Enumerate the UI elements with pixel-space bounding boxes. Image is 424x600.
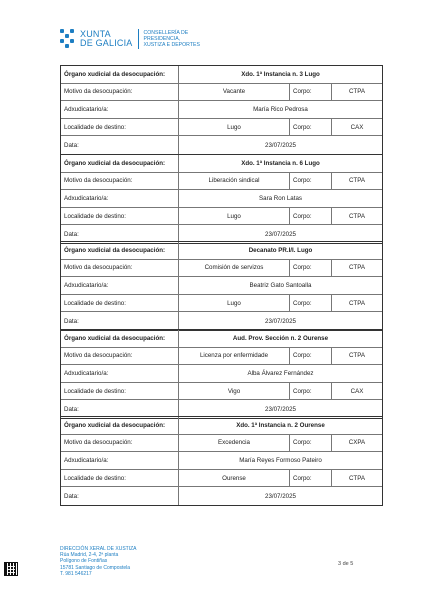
value-data: 23/07/2025	[265, 405, 296, 413]
value-corpo-destino: CTPA	[348, 212, 366, 220]
value-organo: Xdo. 1ª Instancia n. 3 Lugo	[241, 70, 320, 78]
label-adxudicatario: Adxudicatario/a:	[61, 365, 179, 382]
value-organo: Xdo. 1ª Instancia n. 2 Ourense	[236, 421, 325, 429]
value-corpo: CXPA	[348, 439, 366, 447]
row-localidade	[61, 295, 382, 313]
row-motivo	[61, 84, 382, 102]
row-localidade	[61, 119, 382, 137]
value-corpo-destino: CAX	[350, 123, 364, 131]
value-data: 23/07/2025	[265, 141, 296, 149]
label-corpo: Corpo:	[290, 435, 332, 452]
value-corpo: CTPA	[348, 352, 366, 360]
row-organo	[61, 66, 382, 84]
label-corpo: Corpo:	[290, 348, 332, 365]
label-localidade: Localidade de destino:	[61, 208, 179, 225]
value-motivo: Vacante	[179, 84, 290, 101]
value-localidade: Lugo	[179, 208, 290, 225]
row-adxudicatario	[61, 277, 382, 295]
value-data: 23/07/2025	[265, 317, 296, 325]
row-organo	[61, 330, 382, 348]
row-data	[61, 487, 382, 505]
footer-title: DIRECCIÓN XERAL DE XUSTIZA	[60, 546, 137, 552]
qr-code-icon	[4, 562, 18, 576]
record-table	[60, 154, 383, 244]
label-corpo-destino: Corpo:	[290, 119, 332, 136]
row-motivo	[61, 173, 382, 191]
row-data	[61, 312, 382, 330]
label-localidade: Localidade de destino:	[61, 470, 179, 487]
row-data	[61, 136, 382, 154]
value-motivo: Liberación sindical	[179, 173, 290, 190]
record-table	[60, 329, 383, 419]
row-organo	[61, 242, 382, 260]
brand-divider	[138, 29, 139, 49]
row-motivo	[61, 348, 382, 366]
label-corpo-destino: Corpo:	[290, 470, 332, 487]
label-motivo: Motivo da desocupación:	[61, 260, 179, 277]
label-corpo-destino: Corpo:	[290, 295, 332, 312]
label-localidade: Localidade de destino:	[61, 119, 179, 136]
label-data: Data:	[61, 487, 179, 505]
label-organo: Órgano xudicial da desocupación:	[61, 242, 179, 259]
row-motivo	[61, 435, 382, 453]
label-organo: Órgano xudicial da desocupación:	[61, 417, 179, 434]
value-localidade: Lugo	[179, 119, 290, 136]
label-corpo: Corpo:	[290, 260, 332, 277]
value-corpo-destino: CTPA	[348, 299, 366, 307]
value-localidade: Lugo	[179, 295, 290, 312]
label-data: Data:	[61, 225, 179, 243]
record-table	[60, 416, 383, 506]
footer-address	[60, 546, 137, 577]
value-organo: Xdo. 1ª Instancia n. 6 Lugo	[241, 159, 320, 167]
label-localidade: Localidade de destino:	[61, 383, 179, 400]
row-adxudicatario	[61, 365, 382, 383]
department-name	[144, 30, 200, 48]
value-localidade: Vigo	[179, 383, 290, 400]
value-motivo: Excedencia	[179, 435, 290, 452]
row-motivo	[61, 260, 382, 278]
value-data: 23/07/2025	[265, 230, 296, 238]
label-adxudicatario: Adxudicatario/a:	[61, 190, 179, 207]
value-corpo: CTPA	[348, 177, 366, 185]
row-adxudicatario	[61, 101, 382, 119]
value-organo: Decanato PR.I/I. Lugo	[248, 246, 313, 254]
label-data: Data:	[61, 400, 179, 418]
brand-name	[80, 30, 133, 48]
dept-line-3: XUSTIZA E DEPORTES	[143, 42, 200, 48]
record-table	[60, 241, 383, 331]
footer-line-1: Rúa Madrid, 2-4, 2ª planta	[60, 552, 119, 559]
value-corpo-destino: CTPA	[348, 474, 366, 482]
footer-phone: T. 981 546217	[60, 570, 92, 577]
value-organo: Aud. Prov. Sección n. 2 Ourense	[232, 334, 329, 342]
label-data: Data:	[61, 136, 179, 154]
row-localidade	[61, 470, 382, 488]
footer-line-2: Polígono de Fontiñas	[60, 558, 108, 565]
label-data: Data:	[61, 312, 179, 330]
value-corpo-destino: CAX	[350, 387, 364, 395]
value-motivo: Comisión de servizos	[179, 260, 290, 277]
value-motivo: Licenza por enfermidade	[179, 348, 290, 365]
label-localidade: Localidade de destino:	[61, 295, 179, 312]
record-table	[60, 65, 383, 155]
page-number: 3 de 5	[338, 561, 354, 567]
value-adxudicatario: Beatriz Gato Santoalla	[249, 281, 312, 289]
page-header	[60, 27, 200, 51]
value-corpo: CTPA	[348, 264, 366, 272]
label-adxudicatario: Adxudicatario/a:	[61, 277, 179, 294]
label-adxudicatario: Adxudicatario/a:	[61, 101, 179, 118]
label-organo: Órgano xudicial da desocupación:	[61, 66, 179, 83]
value-localidade: Ourense	[179, 470, 290, 487]
label-motivo: Motivo da desocupación:	[61, 173, 179, 190]
row-adxudicatario	[61, 190, 382, 208]
label-corpo: Corpo:	[290, 173, 332, 190]
label-organo: Órgano xudicial da desocupación:	[61, 155, 179, 172]
row-organo	[61, 417, 382, 435]
xunta-logo-icon	[60, 29, 76, 49]
label-organo: Órgano xudicial da desocupación:	[61, 330, 179, 347]
value-corpo: CTPA	[348, 88, 366, 96]
value-data: 23/07/2025	[265, 492, 296, 500]
row-localidade	[61, 383, 382, 401]
label-corpo-destino: Corpo:	[290, 383, 332, 400]
label-motivo: Motivo da desocupación:	[61, 84, 179, 101]
label-corpo: Corpo:	[290, 84, 332, 101]
dept-line-1: CONSELLERÍA DE	[143, 30, 189, 36]
value-adxudicatario: María Rico Pedrosa	[253, 105, 308, 113]
value-adxudicatario: Alba Álvarez Fernández	[247, 369, 314, 377]
value-adxudicatario: María Reyes Formoso Pateiro	[239, 456, 322, 464]
row-localidade	[61, 208, 382, 226]
row-adxudicatario	[61, 452, 382, 470]
row-organo	[61, 155, 382, 173]
footer-line-3: 15781 Santiago de Compostela	[60, 564, 131, 571]
label-corpo-destino: Corpo:	[290, 208, 332, 225]
brand-line-1: XUNTA	[80, 29, 111, 39]
brand-line-2: DE GALICIA	[80, 38, 133, 48]
value-adxudicatario: Sara Ron Latas	[259, 194, 302, 202]
label-motivo: Motivo da desocupación:	[61, 435, 179, 452]
label-motivo: Motivo da desocupación:	[61, 348, 179, 365]
label-adxudicatario: Adxudicatario/a:	[61, 452, 179, 469]
dept-line-2: PRESIDENCIA,	[143, 36, 181, 42]
